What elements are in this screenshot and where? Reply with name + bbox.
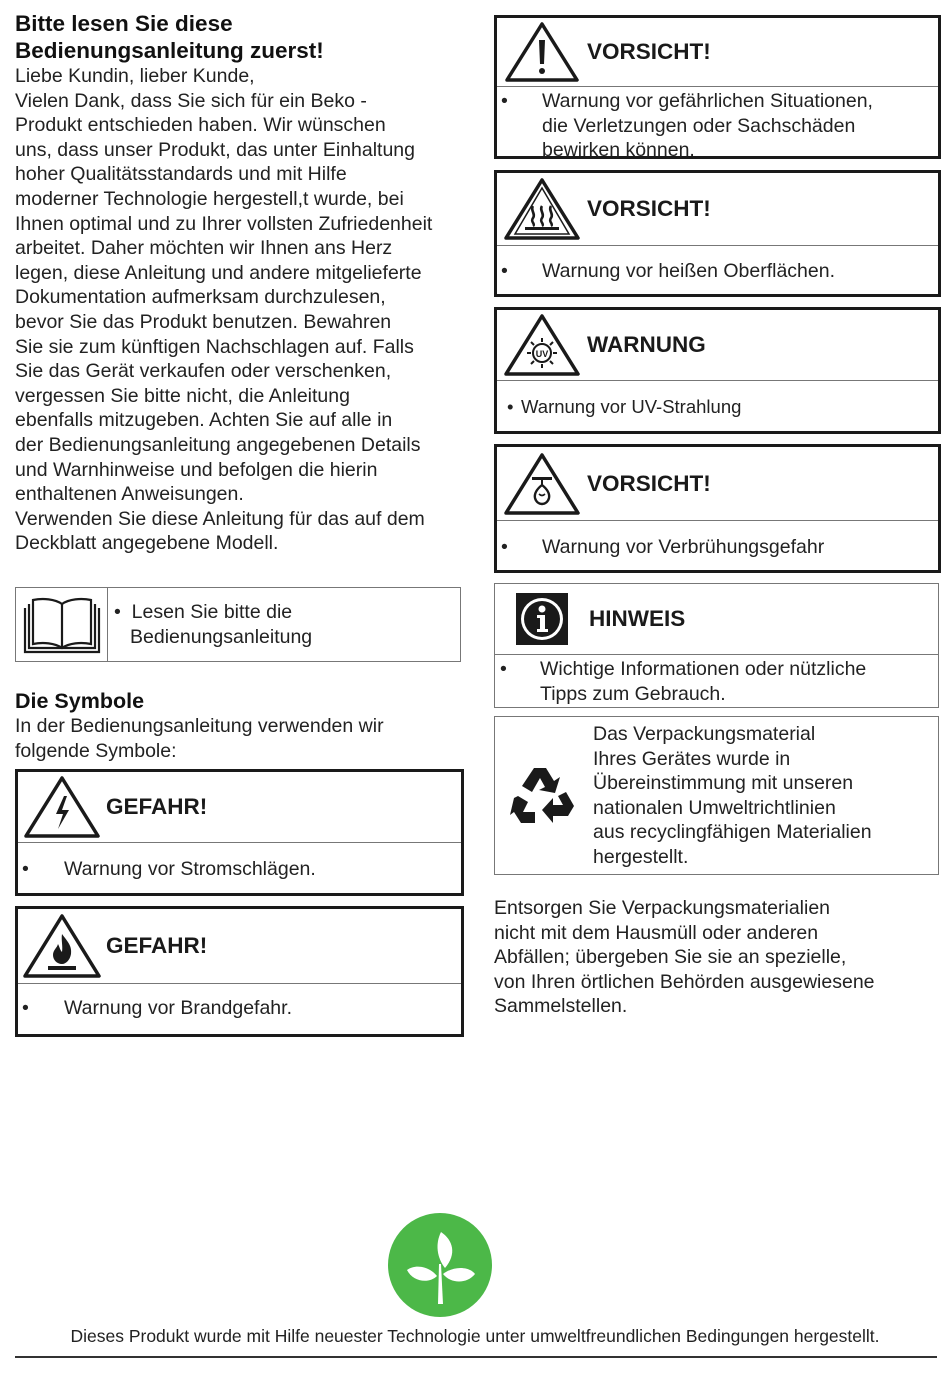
caution-general-line2: die Verletzungen oder Sachschäden — [542, 114, 856, 137]
footer-text: Dieses Produkt wurde mit Hilfe neuester Technologie unter umweltfreundlichen Bedingungen hergestellt. — [70, 1326, 880, 1346]
caution-general-label: VORSICHT! — [587, 39, 711, 64]
symbols-heading: Die Symbole — [15, 689, 145, 713]
danger-fire-header — [18, 909, 461, 984]
left-column — [15, 10, 465, 556]
uv-warning-icon — [497, 312, 587, 378]
caution-hot-label: VORSICHT! — [587, 196, 711, 221]
danger-fire-text: Warnung vor Brandgefahr. — [64, 997, 292, 1019]
caution-general-header — [497, 18, 938, 87]
caution-scald-label: VORSICHT! — [587, 470, 711, 496]
note-box — [494, 583, 939, 708]
read-manual-box — [15, 587, 461, 662]
read-manual-text — [108, 588, 312, 661]
warning-uv-box — [494, 307, 941, 434]
danger-electric-label: GEFAHR! — [106, 794, 208, 819]
warning-uv-text: Warnung vor UV-Strahlung — [521, 396, 742, 417]
caution-general-line1: Warnung vor gefährlichen Situationen, — [542, 90, 873, 112]
caution-scald-text: Warnung vor Verbrühungsgefahr — [542, 536, 825, 558]
danger-electric-bullet: • — [22, 858, 29, 880]
intro-title-line2: Bedienungsanleitung zuerst! — [15, 38, 324, 63]
danger-electric-header — [18, 772, 461, 843]
disposal-text: Entsorgen Sie Verpackungsmaterialien nicht mit dem Hausmüll oder anderen Abfällen; übergeben Sie sie an spezielle, von Ihren örtlichen Behörden ausgewiesene Sammelstellen. — [494, 897, 875, 1018]
caution-scald-header — [497, 447, 938, 521]
caution-hot-body — [497, 246, 938, 284]
scald-warning-icon — [497, 451, 587, 517]
caution-hot-header — [497, 173, 938, 246]
danger-electric-body — [18, 843, 461, 882]
intro-title — [15, 10, 465, 64]
symbols-intro — [15, 714, 465, 763]
recycle-icon — [495, 717, 593, 874]
danger-fire-bullet: • — [22, 997, 29, 1019]
caution-hot-bullet: • — [501, 260, 508, 282]
intro-title-line1: Bitte lesen Sie diese — [15, 11, 233, 36]
caution-scald-box — [494, 444, 941, 573]
read-manual-bullet: • — [114, 601, 121, 623]
caution-general-line3: bewirken können. — [542, 139, 695, 162]
note-header — [495, 584, 938, 655]
warning-uv-label: WARNUNG — [587, 332, 706, 357]
note-bullet: • — [500, 658, 507, 680]
caution-scald-bullet: • — [501, 536, 508, 558]
intro-body: Liebe Kundin, lieber Kunde, Vielen Dank, dass Sie sich für ein Beko - Produkt entschieden haben. Wir wünschen uns, dass unser Produkt, das unter Einhaltung hoher Qualitätsstandards und mit Hilfe moderner Technologie hergestell,t wurde, bei Ihnen optimal und zu Ihrer vollsten Zufriedenheit arbeitet. Daher möchten wir Ihnen ans Herz legen, diese Anleitung und andere mitgelieferte Dokumentation aufmerksam durchzulesen, bevor Sie das Produkt benutzen. Bewahren Sie sie zum künftigen Nachschlagen auf. Falls Sie das Gerät verkaufen oder verschenken, vergessen Sie bitte nicht, die Anleitung ebenfalls mitzugeben. Achten Sie auf alle in der Bedienungsanleitung angegebenen Details und Warnhinweise und befolgen die hierin enthaltenen Anweisungen. Verwenden Sie diese Anleitung für das auf dem Deckblatt angegebene Modell. — [15, 65, 433, 555]
warning-uv-body — [497, 381, 938, 420]
note-text — [540, 657, 866, 706]
exclamation-warning-icon — [497, 20, 587, 84]
symbols-section — [15, 688, 465, 763]
leaf-eco-icon — [387, 1212, 493, 1318]
danger-fire-body — [18, 984, 461, 1021]
caution-hot-text: Warnung vor heißen Oberflächen. — [542, 260, 836, 282]
danger-electric-text: Warnung vor Stromschlägen. — [64, 858, 316, 880]
caution-general-box — [494, 15, 941, 162]
book-icon — [16, 588, 108, 661]
danger-electric-box — [15, 769, 464, 896]
note-line1: Wichtige Informationen oder nützliche — [540, 658, 867, 680]
caution-general-text — [542, 89, 873, 163]
recycle-box — [494, 716, 939, 875]
note-label: HINWEIS — [589, 606, 686, 631]
danger-fire-label: GEFAHR! — [106, 933, 208, 958]
electric-shock-warning-icon — [18, 774, 106, 840]
fire-warning-icon — [18, 912, 106, 980]
caution-scald-body — [497, 521, 938, 560]
uv-icon-text: UV — [535, 349, 549, 359]
recycle-text: Das Verpackungsmaterial Ihres Gerätes wurde in Übereinstimmung mit unseren nationalen Umweltrichtlinien aus recyclingfähigen Materialien hergestellt. — [593, 723, 872, 868]
warning-uv-bullet: • — [507, 396, 514, 417]
note-body — [495, 655, 938, 706]
footer-rule — [15, 1356, 937, 1358]
read-manual-line1: Lesen Sie bitte die — [131, 601, 293, 623]
danger-fire-box — [15, 906, 464, 1037]
read-manual-line2: Bedienungsanleitung — [130, 625, 313, 648]
symbols-intro-line2: folgende Symbole: — [15, 739, 177, 762]
warning-uv-header — [497, 310, 938, 381]
caution-general-body — [497, 87, 938, 163]
symbols-intro-line1: In der Bedienungsanleitung verwenden wir — [15, 715, 384, 737]
note-line2: Tipps zum Gebrauch. — [540, 682, 726, 705]
caution-hot-box — [494, 170, 941, 297]
hot-surface-warning-icon — [497, 176, 587, 242]
info-icon — [495, 592, 589, 646]
caution-general-bullet: • — [501, 90, 508, 112]
